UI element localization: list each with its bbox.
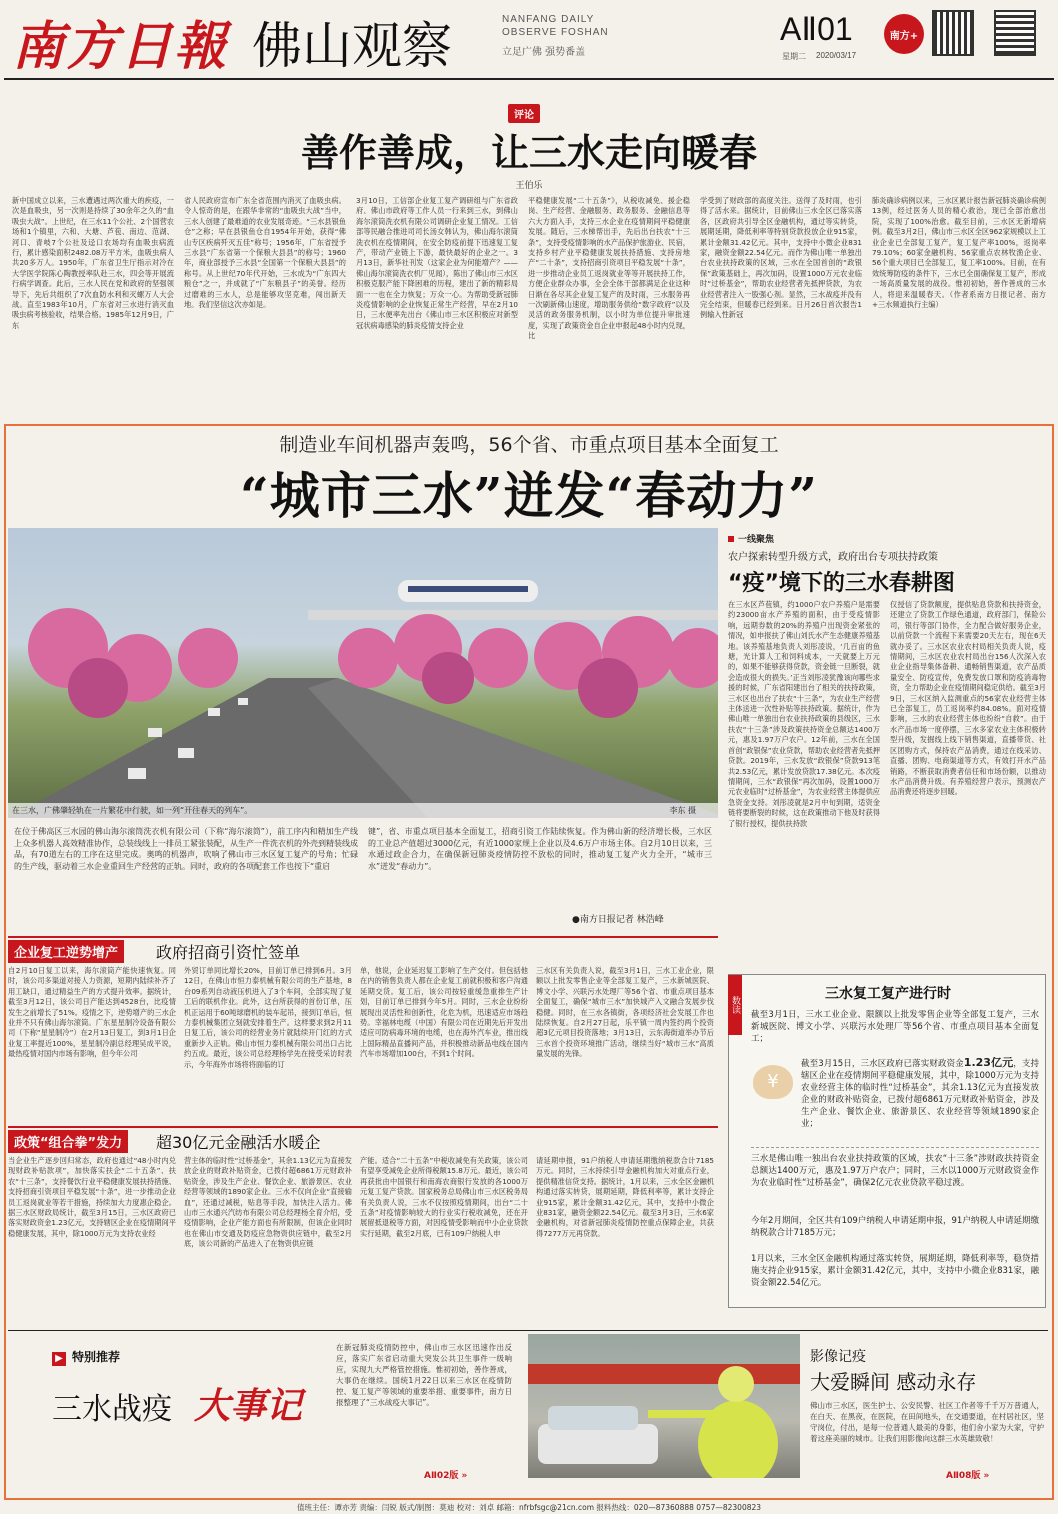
infobox-title: 三水复工复产进行时 <box>825 986 951 1002</box>
farm-tag-label: 一线聚焦 <box>738 535 775 545</box>
photo2-tag: 影像记疫 <box>810 1349 866 1365</box>
commentary-col-2: 省人民政府宣布广东全省范围内消灭了血吸虫病。令人惊奇的是，在跟华非常的“血吸虫大战”当中，三水人创建了最难道的农业发展奇迹。“三水县银鱼仓”之称；早在县银鱼仓自1954年开始，获得“佛山专区疾病歼灭五佳”称号；1956年，广东省授予三水县“广东省第一个保粮大县县”的称号；1960年，商业部授予三水县“全国第一个保粮大县县”的称号。从上世纪70年代开始，三水成为“广东四大粮仓”之一，并成就了“广东粮县子”的美誉。经历过磨难的三水人，总是能够攻坚克难，闯出新天地。我们坚信这次亦如是。 <box>184 196 346 310</box>
commentary-author: 王伯乐 <box>515 181 543 191</box>
infobox <box>728 974 1046 1308</box>
infobox-p2-num: 1.23亿元 <box>963 1057 1014 1069</box>
commentary-title: 善作善成，让三水走向暖春 <box>300 130 757 175</box>
photo2-illustration <box>528 1334 800 1478</box>
photo2-jump-arrow-icon: » <box>980 1471 990 1481</box>
masthead-en-1: NANFANG DAILY <box>502 14 595 25</box>
lead-photo-illustration <box>8 528 718 818</box>
masthead-slogan: 立足广佛 强势番盖 <box>502 47 586 58</box>
commentary-col-5: 学受到了财政部的高度关注。送得了及时雨，也引得了活水来。据统计，目前佛山三水全区已落实落各，区政府共引导全区金融机构，通过等实转贷，展期延期，降低利率等特别贷款投放企业915家，累计金额31.42亿元。其中，支持中小微企业831家，融资金额22.54亿元。而作为佛山唯一单独出台农业扶持政策的区域，三水在全国首创的“政银保”政策基础上，再次加码，设置1000万元农业临时“过桥基金”，帮助农业经营者先抵押贷款，为农业经营者注入一股强心剂。显然，三水战疫并没有完全结束，但暖春已经到来。日月26日首次报告1例输入性新冠 <box>700 196 862 320</box>
sub2-tag: 政策“组合拳”发力 <box>8 1130 128 1153</box>
lead-headline: “城市三水”迸发“春动力” <box>239 466 819 525</box>
sub1-tag: 企业复工逆势增产 <box>8 940 124 963</box>
promo-tag-label: 特别推荐 <box>72 1350 121 1364</box>
infobox-p4: 今年2月期间，全区共有109户纳税人申请延期申报，91户纳税人申请延期缴纳税款合计7185万元； <box>751 1216 1039 1238</box>
infobox-p2 <box>801 1057 1039 1141</box>
commentary-col-4: 平稳健康发展“二十五条”》，从税收减免、援企稳岗、生产经营、金融服务、政务服务、金融信息等六大方面入手，支持三水企业在疫情期间平稳健康发展。随后，三水梯帮出手，先后出台扶农“十三条”，支持受疫情影响的水产品保护旅游业、民宿，支持乡村产业平稳健康发展扶持措施、支持房地产“二十条”，支持招商引资项目平稳发展“十条”，进一步推动企业员工返岗就业等等开展扶持工作，方便企业群众办事，全会全体干部都满足企业这种日渐在各尽其企业复工复产的及时雨，三水服务再一次刷新佛山速度，增助服务供给“数字政府”以及灵活的政务服务机制，以小时为单位提升审批速度，实现了政策资金自企业申报起48小时内兑现，比 <box>528 196 690 341</box>
promo-tag <box>52 1348 120 1366</box>
commentary-col-1: 新中国成立以来，三水遭遇过两次重大的疾疫，一次是血吸虫，另一次则是持续了30余年之久的“血吸虫大战”。上世纪，在三水11个公社、2个国营农场和1个镇里，六和、大塘、芦苞、南边、范湖、河口、青岐7个公社及迳口农场均有血吸虫病流行，累计感染面积2482.08万平方米，血吸虫病人共20多万人。1950年，广东省卫生厅指示对冷在大学医学院陈心陶教授率队赴三水，四会等开展流行病学调查。此后，三水人民在党和政府的坚强领导下，先后共组织了7次血防水利和灭螺万人大会战。直至1983年10月，广东省对三水进行消灭血吸虫病考核验收，结果合格。1985年12月9日，广东 <box>12 196 174 330</box>
qr-code-1-icon[interactable] <box>932 10 974 56</box>
promo-rule <box>8 1330 1048 1331</box>
commentary-tag: 评论 <box>508 104 540 123</box>
page-number: AⅡ01 <box>780 11 853 47</box>
lead-kicker: 制造业车间机器声轰鸣，56个省、市重点项目基本全面复工 <box>279 434 779 456</box>
infobox-p2-b: ，支持辖区企业在疫情期间平稳健康发展，其中，除1000万元为支持农业经营主体的临时性“过桥基金”，其余1.13亿元为直接发放企业的财政补贴资金，已拨付超6861万元财政补贴资金，涉及生产企业、餐饮企业、旅游景区、农业经营等领域1890家企业； <box>801 1059 1039 1129</box>
sub1-col-2: 外贸订单同比增长20%，目前订单已排到6月。3月12日，在佛山市恒力泰机械有限公司的生产基地，8台09系列自动液压机进入了3个车间，全部实现了复工后的联机作业。此外，这台所获得的首份订单，压机正运用于60吨球磨机的装车起吊，接到订单后，恒力泰机械集团立刻就安排着生产。这样要求到2月11日复工后，该公司的经营业务片就陆续开门红的方式重新步入正轨。佛山市恒力泰机械有限公司出口占比约五成。最近，该公司总经理杨学先在接受采访时表示，今年海外市场将将面临的订 <box>184 966 352 1069</box>
lead-byline: ●南方日报记者 林浩峰 <box>572 915 664 925</box>
photo2-jump-label: AⅡ08版 <box>946 1471 981 1481</box>
promo-jump-link[interactable] <box>424 1468 467 1481</box>
lead-intro-right: 键”，省、市重点项目基本全面复工，招商引资工作陆续恢复。作为佛山新的经济增长极，三水区的工业总产值超过3000亿元，有近1000家规上企业以及4.6万户市场主体。自2月10日以来，三水通过政企合力，在确保新冠肺炎疫情防控不放松的同时，推动复工复产火力全开，“城市三水”迸发“春动力”。 <box>368 827 712 871</box>
sub2-rule <box>8 1126 718 1128</box>
footer-credits: 值班主任：谭亦芳 责编：闫锐 版式/制图：莫迪 校对：刘卓 邮箱：nfrbfsgc@21cn.com 报料热线：020—87360888 0757—82300823 <box>296 1503 762 1512</box>
infobox-p2-a: 截至3月15日，三水区政府已落实财政资金 <box>801 1059 964 1069</box>
infobox-divider <box>751 1147 1039 1148</box>
sub2-col-2: 营主体的临时性“过桥基金”，其余1.13亿元为直接发放企业的财政补贴资金，已拨付超6861万元财政补贴资金，涉及生产企业、餐饮企业、旅游景区、农业经营等领域的1890家企业。三水不仅向企业“直接输血”，还通过减税，贴息等手段，加快注入活力。佛山市三水通兴汽纺布有限公司总经理杨全育介绍，受疫情影响，企业产能方面也有所限制，但该企业同时也在佛山市交通及防疫应急物资供应链中，截至2月底，该公司新的产品进入了在物资供应链 <box>184 1156 352 1249</box>
infobox-coin-icon: ¥ <box>753 1065 793 1099</box>
promo-section <box>8 1334 518 1492</box>
photo2-text: 佛山市三水区，医生护士、公安民警、社区工作者等千千万万普通人，在白天、在黑夜，在医院，在田间地头，在交通要道，在村居社区，坚守岗位，付出，是每一位普通人最美的身影，他们舍小家为大家，守护着这座美丽的城市。让我们用影像向这群三水英雄致敬！ <box>810 1401 1044 1443</box>
lead-photo-caption: 在三水，广佛肇轻轨在一片繁花中行驶，如一列“开往春天的列车”。 <box>8 803 718 818</box>
app-badge-label: 南方+ <box>889 30 919 42</box>
app-badge[interactable] <box>884 14 924 54</box>
farm-kicker: 农户探索转型升级方式，政府出台专项扶持政策 <box>728 552 938 563</box>
qr-code-2-icon[interactable] <box>994 10 1036 56</box>
photo2 <box>528 1334 800 1478</box>
farm-text-col-2: 仅授信了贷款额度，提供贴息贷款和扶持资金，还建立了贷款工作绿色通道，政府部门，保险公司，银行等部门协作，全力配合做好服务企业，以前贷款一个流程下来需要20天左右，现在6天就办妥了。三水区农业农村局相关负责人说，疫情期间，三水区农业农村局出台156人次深入农业企业指导集体备耕、通畅销售渠道，农产品质量安全、防疫宣传，免费发放口罩和防疫消毒物资，全力帮助企业在疫情期间稳定供给。截至3月9日，三水区纳入监测重点的56家农业经营主体已全部复工，员工返岗率约84.08%。面对疫情影响，三水的农业经营主体也纷纷“自救”。由于水产品市场一度停摆，三水多家农业主体积极转型升级，发掘线上线下销售渠道，直播带货、社区团购方式，保持农产品消费，通过在线采访、直播、团购、电商渠道等方式，有效打开水产品销路，不断获取消费者信任和市场份额，以推动水产品消费升级。有养殖经营户表示，预测农产品消费还将逐步回暖。 <box>890 600 1046 797</box>
masthead <box>0 0 1058 78</box>
paper-name-logo: 南方日報 <box>12 16 229 77</box>
infobox-p5: 1月以来，三水全区金融机构通过落实转贷，展期延期，降低利率等，稳贷措施支持企业915家，累计金额31.42亿元，其中，支持中小微企业831家，融资金额22.54亿元。 <box>751 1254 1039 1288</box>
sub1-title: 政府招商引资忙签单 <box>156 943 301 962</box>
farm-title: “疫”境下的三水春耕图 <box>728 571 955 596</box>
farm-text-col-1: 在三水区芦苞镇，约1000户农户养殖户是需要约23000亩水产养殖的面积，由于受疫情影响，远期券数的20%的养殖户出现资金紧张的情况，如申报扶了佛山刘氏水产生态健康养殖基地。该养殖基地负责人刘彤凌说，‘几百亩的鱼塘，光计算人工和饲料成本，一天就要上万元的，如果不能够获得贷款，资金链一旦断裂，就会造成很大的损失。’正当刘彤凌犹豫该向哪些求援的时候，广东省阳建出台了相关的扶持政策，三水区也出台了扶农“十三条”，为农业生产经营主体送进一次性补贴等扶持政策。据统计，作为佛山唯一单独出台农业扶持政策的县级区，三水扶农“十三条”涉及政策扶持资金总额达1400万元，惠及1.97万户农户。12年前，三水在全国首创“政银保”农业贷款，帮助农业经营者先抵押贷款。2019年，三水发放“政银保”贷款913笔共2.53亿元，累计发放贷款17.38亿元。本次疫情期间，三水“政银保”再次加码，设置1000万元农业临时“过桥基金”，为农业经营主体提供应急资金支持。刘彤凌就是2月中旬到期，适资金链将要断裂的时候，这在政策推动下他及时获得了银行授权，提供扶持款 <box>728 600 880 828</box>
lead-photo <box>8 528 718 818</box>
commentary-section <box>4 82 1054 420</box>
masthead-rule <box>4 78 1054 80</box>
issue-date: 2020/03/17 <box>816 51 857 60</box>
masthead-en-2: OBSERVE FOSHAN <box>502 27 609 38</box>
photo2-jump-link[interactable] <box>946 1468 989 1481</box>
sub1-col-1: 自2月10日复工以来，海尔滚筒产能快速恢复。同时，该公司多渠道对接人力资源，短期内陆续补齐了用工缺口，通过精益生产的方式提升效率。据统计，截至3月12日，该公司日产能达到4528台，比疫情发生之前增长了51%。疫情之下，逆势增产的三水企业并不只有佛山海尔滚筒。广东星星制冷设备有限公司（下称“星星制冷”）在2月13日复工，到3月1日企业复工率提近100%，星星制冷副总经理吴成平说，最热疫情对国内市场有影响，但今年公司 <box>8 966 176 1059</box>
sub1-col-4: 三水区有关负责人说，截至3月1日，三水工业企业，限额以上批发零售企业等全部复工复产，三水新城医院、博文小学、兴联污水处理厂等56个省、市重点项目基本全面复工，确保“城市三水”加快城产入文融合发展步伐稳健。同时，在三水各镇街，各项经济社会发展工作也陆续恢复。自2月27日起，乐平镇一周内签约两个投资超3亿元项目投资落地；3月13日，云东海街道举办节后三水首个投资环境推广活动，继续当好“城市三水”高质量发展的先锋。 <box>536 966 714 1059</box>
promo-jump-label: AⅡ02版 <box>424 1471 459 1481</box>
commentary-col-3: 3月10日，工信部企业复工复产调研组与广东省政府、佛山市政府等工作人员一行来到三水，到佛山海尔滚筒洗衣机有限公司调研企业复工情况。工信部等民融合推进司司长汤女韩认为，佛山海尔滚筒洗衣机在疫情期间，在安全防疫前提下迅速复工复产，带动产业链上下游，最快最好的企业之一。3月13日，新华社刊发（这家企业为何能增产？——佛山海尔滚筒洗衣机厂见闻），陈出了佛山市三水区积极克服产能下降困难的历程，建出了新的精彩局面一一也在全力恢复；万众一心。为帮助受新冠肺炎疫情影响的企业恢复正常生产经营，早在2月10日，三水便率先出台《佛山市三水区积极应对新型冠状病毒感染的肺炎疫情支持企业 <box>356 196 518 330</box>
promo-tag-arrow-icon: ▶ <box>52 1352 66 1366</box>
lead-photo-credit: 李东 摄 <box>669 806 696 815</box>
commentary-col-6: 肺炎确诊病例以来，三水区累计报告新冠肺炎确诊病例13例，经过医务人员的精心救治，现已全部治愈出院，实现了100%治愈。截至目前，三水区无新增病例。截至3月2日，佛山市三水区全区962家规模以上工业企业已全部复工复产，复工复产率100%，返岗率79.10%；60家金融机构、56家重点农林牧渔企业、56个重大项目已全部复工，复工率100%。目前，在有效统筹防疫的条件下，三水已全面确保复工复产，形成一场高质量发展的战役。惟初初始，善作善成的三水人，将迎来温暖春天。（作者系南方日报记者、南方+三水频道执行主编） <box>872 196 1046 310</box>
promo-title-a: 三水战疫 <box>52 1392 172 1427</box>
farm-tag-marker <box>728 536 734 542</box>
sub2-col-1: 当企业生产逐步回归常态，政府也通过“48小时内兑现财政补贴款项”，加快落实扶企“二十五条”、扶农“十三条”，支持餐饮行业平稳健康发展扶持措施、支持招商引资项目平稳发展“十条”，进一步推动企业员工返岗就业等若干措施，持续加大力度惠企稳企。据三水区财政局统计，截至3月15日，三水区政府已落实财政资金1.23亿元，支持辖区企业在疫情期间平稳健康发展，其中，除1000万元为支持农业经 <box>8 1156 176 1238</box>
infobox-p3: 三水是佛山唯一独出台农业扶持政策的区域，扶农“十三条”涉财政扶持资金总额达1400万元，惠及1.97万户农户；同时，三水以1000万元财政资金作为农业临时性“过桥基金”，确保2亿元农业贷款平稳过渡。 <box>751 1154 1039 1188</box>
section-name: 佛山观察 <box>252 17 452 75</box>
infobox-tag: 数读 <box>728 975 742 1035</box>
promo-jump-arrow-icon: » <box>458 1471 468 1481</box>
promo-text: 在新冠肺炎疫情防控中，佛山市三水区迅速作出反应，落实广东省启动重大突发公共卫生事件一级响应，实现九大严格管控措施。惟初初始，善作善成，大事仍在继续。国统1月22日以来三水区在疫情防控、复工复产等领域的重要举措、重要事件，南方日报整理了“三水战疫大事记”。 <box>336 1343 512 1407</box>
infobox-p1: 截至3月1日，三水工业企业、限额以上批发零售企业等全部复工复产，三水新城医院、博文小学、兴联污水处理厂等56个省、市重点项目基本全面复工； <box>751 1010 1039 1044</box>
promo-title-b: 大事记 <box>194 1385 303 1427</box>
sub2-title: 超30亿元金融活水暖企 <box>156 1133 321 1152</box>
farm-tag <box>728 532 774 545</box>
photo2-title: 大爱瞬间 感动永存 <box>810 1370 977 1394</box>
sub1-col-3: 单，他说，企业延迟复工影响了生产交付。但包括他在内的销售负责人都在企业复工前就积极和客户沟通延期交货。复工后，该公司按轻重缓急重排生产计划，目前订单已排到今年5月。同时，三水企业纷纷展现出灵活性和创新性，化危为机，迅速适应市场趋势。幸福林电缆（中国）有限公司在近期先后开发出适应可防病毒环境的电缆，也在海外汽车业，推出线上国际精品直播间产品，并积极推动新品电线在国内汽车市场增加100台，不到1个时间。 <box>360 966 528 1059</box>
sub2-col-3: 产能。适合“二十五条”中税收减免有关政策，该公司有望享受减免企业所得税额15.8万元。最近，该公司再获批由中国银行和南海农商银行发放的各1000万元复工复产贷款。国家税务总局佛山市三水区税务局有关负责人说，三水不仅按照疫情期间，出台“二十五条”对疫情影响较大的行业实行税收减免，还在开展留抵退税等方面，对因疫情受影响而中小企业贷款实行延期，截至2月底，已有109户纳税人申 <box>360 1156 528 1238</box>
lead-intro-left: 在位于佛高区三水园的佛山海尔滚筒洗衣机有限公司（下称“海尔滚筒”），前工序内和精加生产线上众多机器人高效精准协作，总装线线上一排员工紧张装配，从生产一件洗衣机的外壳到精装线成品，有70道左右的工序在这里完成。奥鸣的机器声，吹响了佛山市三水区复工复产的号角；忙碌的生产线，驱动着三水企业重回生产经营的正轨。同时，政府的各项配套工作也按下“重启 <box>14 827 358 871</box>
weekday: 星期二 <box>782 52 806 61</box>
sub2-col-4: 请延期申报，91户纳税人申请延期缴纳税款合计7185万元。同时，三水持续引导金融机构加大对重点行业，提供精准信贷支持。据统计，1月以来，三水全区金融机构通过落实转贷，展期延期，降低利率等，累计支持企业915家，累计金额31.42亿元，其中，支持中小微企业831家，融资金额22.54亿元。截至3月3日，三水6家金融机构，对省新冠肺炎疫情防控重点保障企业，共获得7277万元再贷款。 <box>536 1156 714 1238</box>
sub1-rule <box>8 936 718 938</box>
